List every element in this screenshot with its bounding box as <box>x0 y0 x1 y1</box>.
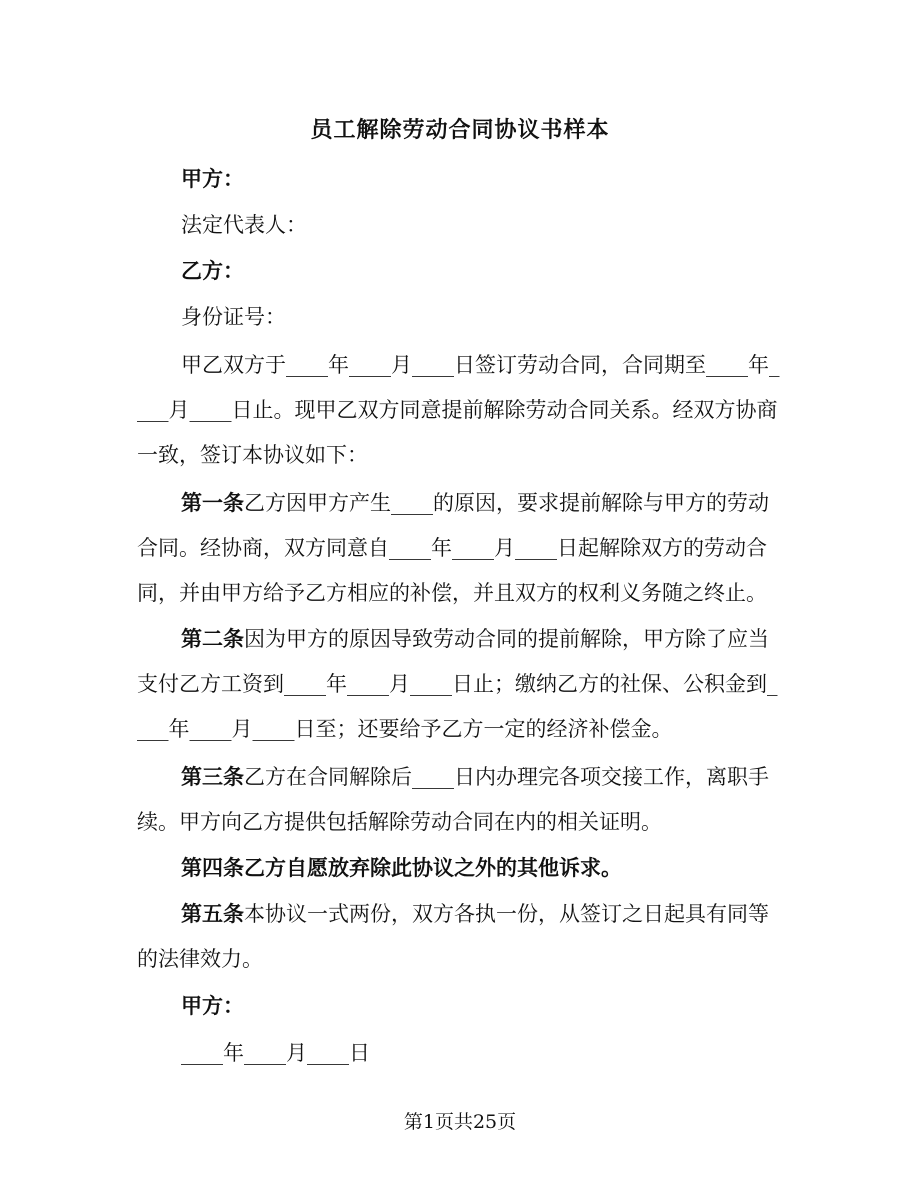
party-b-label: 乙方： <box>181 258 244 283</box>
article-2-line-2: 支付乙方工资到____年____月____日止；缴纳乙方的社保、公积金到_ <box>137 672 778 696</box>
article-5-text: 本协议一式两份，双方各执一份，从签订之日起具有同等 <box>244 902 769 926</box>
article-3-heading: 第三条 <box>181 764 244 789</box>
legal-representative-label: 法定代表人： <box>181 213 307 237</box>
article-1-heading: 第一条 <box>181 490 244 515</box>
article-2-text: 因为甲方的原因导致劳动合同的提前解除，甲方除了应当 <box>244 627 769 651</box>
article-5-line-1 <box>181 899 769 929</box>
article-2-line-1 <box>181 624 769 654</box>
article-1-line-1 <box>181 488 769 518</box>
document-title: 员工解除劳动合同协议书样本 <box>310 117 610 143</box>
page-indicator: 第1页共25页 <box>403 1111 517 1133</box>
party-a-label: 甲方： <box>181 166 244 191</box>
article-1-line-3: 同，并由甲方给予乙方相应的补偿，并且双方的权利义务随之终止。 <box>137 581 767 605</box>
article-2-heading: 第二条 <box>181 626 244 651</box>
article-3-line-2: 续。甲方向乙方提供包括解除劳动合同在内的相关证明。 <box>137 810 662 834</box>
article-5-line-2: 的法律效力。 <box>137 947 263 971</box>
article-3-line-1 <box>181 762 769 792</box>
article-3-text: 乙方在合同解除后____日内办理完各项交接工作，离职手 <box>244 765 769 789</box>
intro-line-1: 甲乙双方于____年____月____日签订劳动合同，合同期至____年_ <box>181 353 780 377</box>
intro-line-3: 一致，签订本协议如下： <box>137 443 368 467</box>
signature-date: ____年____月____日 <box>181 1041 370 1065</box>
intro-line-2: ___月____日止。现甲乙双方同意提前解除劳动合同关系。经双方协商 <box>137 398 778 422</box>
article-2-line-3: ___年____月____日至；还要给予乙方一定的经济补偿金。 <box>137 717 673 741</box>
article-1-text: 乙方因甲方产生____的原因，要求提前解除与甲方的劳动 <box>244 491 769 515</box>
article-5-heading: 第五条 <box>181 901 244 926</box>
signature-party-a-label: 甲方： <box>181 993 244 1018</box>
article-4: 第四条乙方自愿放弃除此协议之外的其他诉求。 <box>181 855 622 880</box>
id-number-label: 身份证号： <box>181 305 286 329</box>
article-1-line-2: 合同。经协商，双方同意自____年____月____日起解除双方的劳动合 <box>137 536 767 560</box>
